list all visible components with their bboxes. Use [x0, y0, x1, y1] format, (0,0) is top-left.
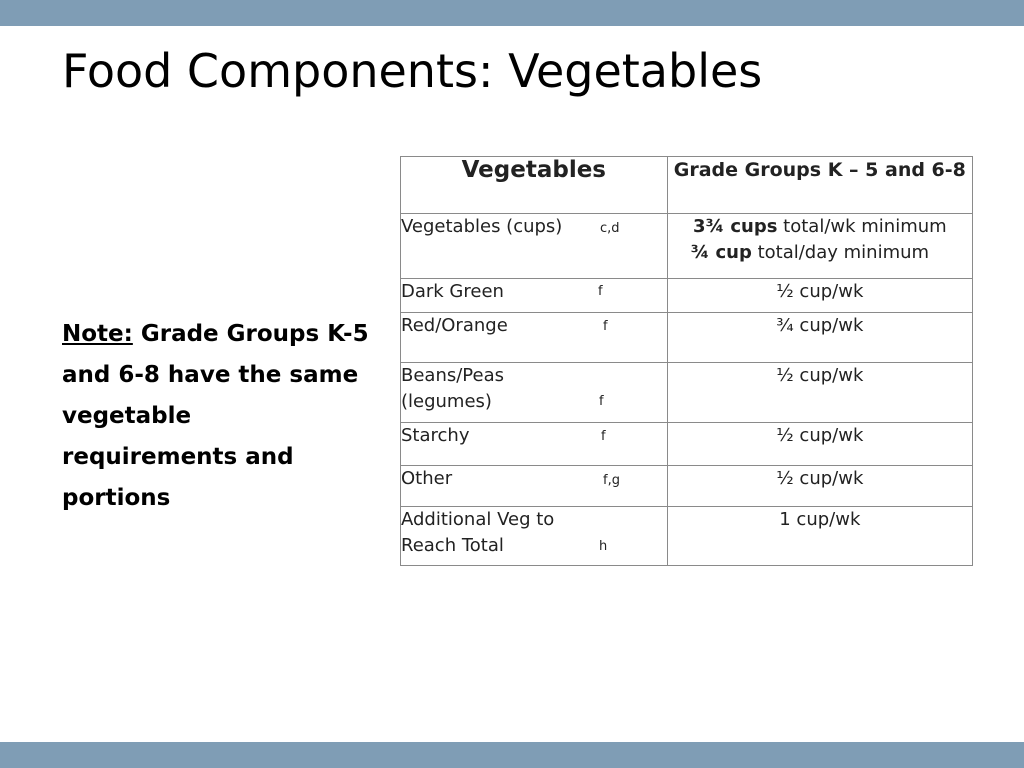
note-text	[62, 314, 372, 519]
footnote-mark: f,g	[603, 473, 620, 488]
footnote-mark: f	[601, 429, 606, 444]
row-value: 1 cup/wk	[667, 507, 972, 566]
row-value: ½ cup/wk	[667, 466, 972, 507]
row-label-cell	[401, 466, 668, 507]
vegetables-table	[400, 156, 973, 566]
row-label: Starchy	[401, 425, 470, 446]
footnote-mark: f	[599, 394, 604, 409]
row-value-cell	[667, 214, 972, 279]
row-label-cell	[401, 313, 668, 363]
table-header-row	[401, 157, 973, 214]
row-label-line2: (legumes)	[401, 391, 492, 412]
table-row	[401, 423, 973, 466]
footnote-mark: f	[603, 319, 608, 334]
header-grade-groups: Grade Groups K – 5 and 6-8	[667, 157, 972, 214]
row-value: ½ cup/wk	[667, 279, 972, 313]
row-label: Red/Orange	[401, 315, 508, 336]
note-label: Note:	[62, 321, 133, 347]
row-label-line2: Reach Total	[401, 535, 504, 556]
note-body: Grade Groups K-5 and 6-8 have the same vegetable requirements and portions	[62, 321, 369, 511]
value-bold: ¾ cup	[690, 242, 752, 263]
value-bold: 3¾ cups	[692, 216, 778, 237]
row-label: Dark Green	[401, 281, 504, 302]
row-label: Beans/Peas	[401, 365, 504, 386]
row-label-cell	[401, 423, 668, 466]
table-row	[401, 279, 973, 313]
footnote-mark: c,d	[600, 221, 620, 236]
slide-title: Food Components: Vegetables	[62, 44, 763, 98]
value-text: total/wk minimum	[777, 216, 947, 237]
row-label: Other	[401, 468, 453, 489]
table-row	[401, 313, 973, 363]
row-label-cell	[401, 507, 668, 566]
table-row	[401, 214, 973, 279]
row-label-cell	[401, 214, 668, 279]
top-band	[0, 0, 1024, 26]
footnote-mark: f	[598, 284, 603, 299]
table-row	[401, 363, 973, 423]
table-row	[401, 466, 973, 507]
row-label-cell	[401, 363, 668, 423]
row-value: ¾ cup/wk	[667, 313, 972, 363]
header-vegetables: Vegetables	[401, 157, 668, 214]
bottom-band	[0, 742, 1024, 768]
row-label-cell	[401, 279, 668, 313]
table-row	[401, 507, 973, 566]
row-label: Vegetables (cups)	[401, 216, 563, 237]
value-text: total/day minimum	[751, 242, 930, 263]
footnote-mark: h	[599, 539, 608, 554]
row-label: Additional Veg to	[401, 509, 555, 530]
row-value: ½ cup/wk	[667, 363, 972, 423]
row-value: ½ cup/wk	[667, 423, 972, 466]
